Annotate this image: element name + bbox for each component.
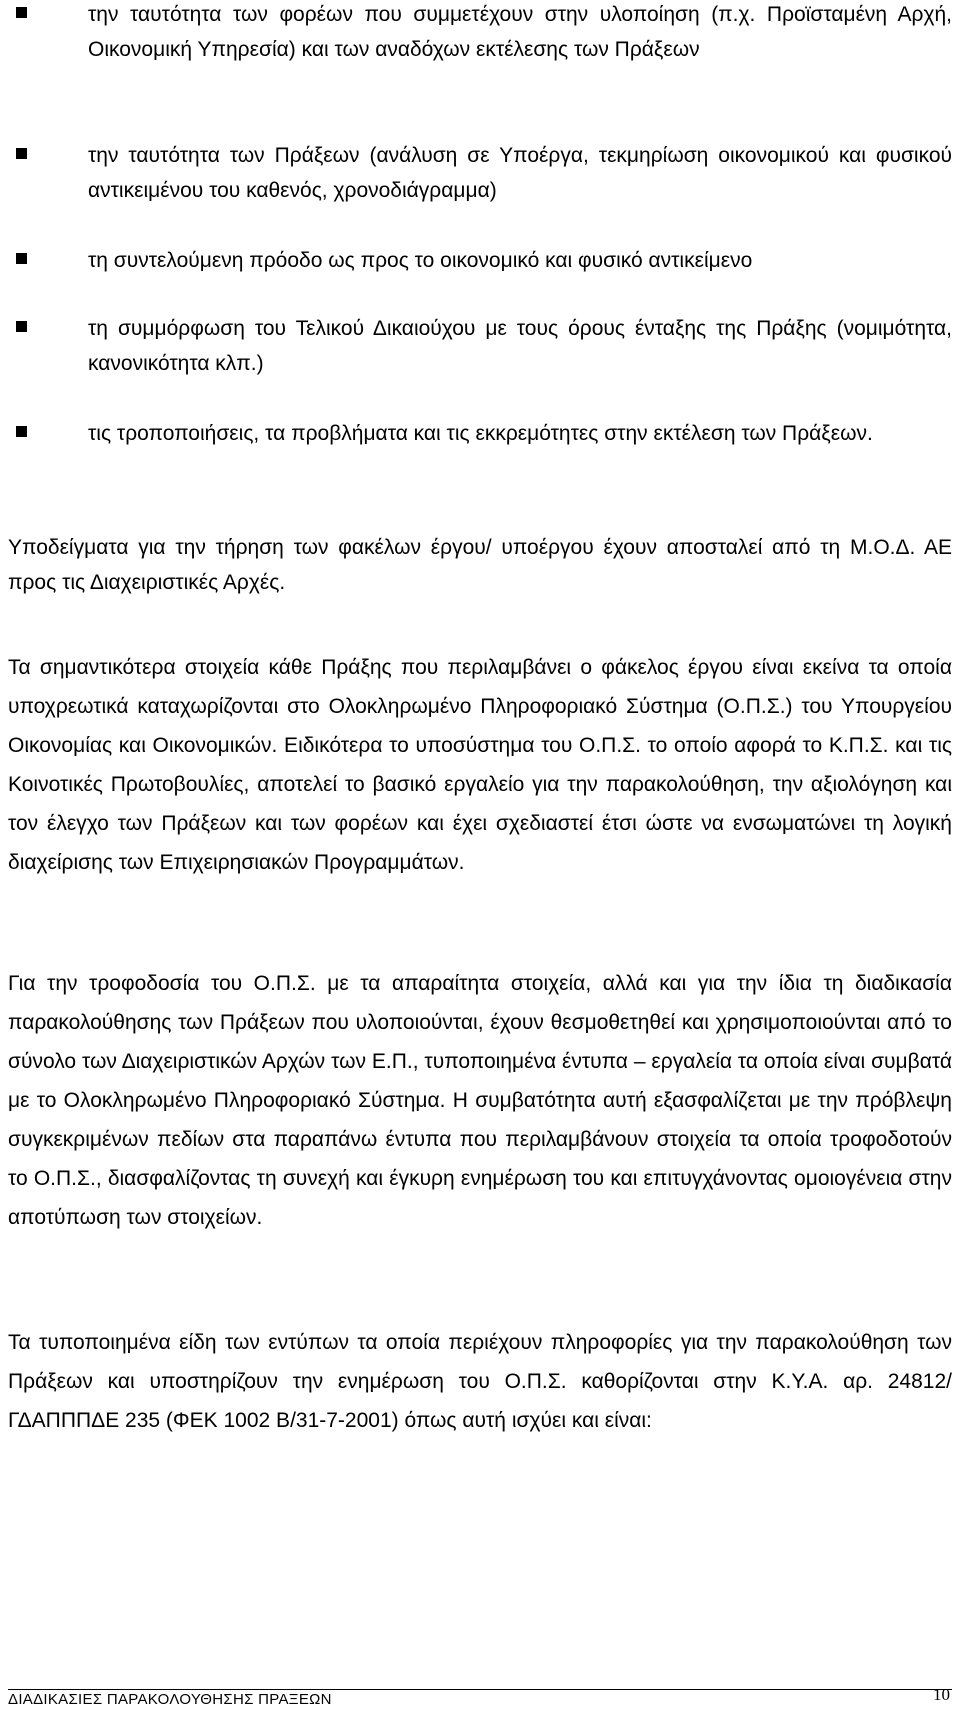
square-bullet-icon [16, 321, 27, 332]
bullet-list-item [0, 311, 960, 381]
bullet-text: τη συμμόρφωση του Τελικού Δικαιούχου με τους όρους ένταξης της Πράξης (νομιμότητα, κανονικότητα κλπ.) [88, 317, 952, 375]
bullet-text: τις τροποποιήσεις, τα προβλήματα και τις εκκρεμότητες στην εκτέλεση των Πράξεων. [88, 422, 873, 445]
bullet-list-item [0, 243, 960, 278]
bullet-list-item [0, 0, 960, 67]
paragraph: Για την τροφοδοσία του Ο.Π.Σ. με τα απαραίτητα στοιχεία, αλλά και για την ίδια τη διαδικασία παρακολούθησης των Πράξεων που υλοποιούνται, έχουν θεσμοθετηθεί και χρησιμοποιούνται από το σύνολο των Διαχειριστικών Αρχών των Ε.Π., τυποποιημένα έντυπα – εργαλεία τα οποία είναι συμβατά με το Ολοκληρωμένο Πληροφοριακό Σύστημα. Η συμβατότητα αυτή εξασφαλίζεται με την πρόβλεψη συγκεκριμένων πεδίων στα παραπάνω έντυπα που περιλαμβάνουν στοιχεία τα οποία τροφοδοτούν το Ο.Π.Σ., διασφαλίζοντας τη συνεχή και έγκυρη ενημέρωση του και επιτυγχάνοντας ομοιογένεια στην αποτύπωση των στοιχείων. [8, 972, 952, 1229]
square-bullet-icon [16, 426, 27, 437]
paragraph: Τα σημαντικότερα στοιχεία κάθε Πράξης που περιλαμβάνει ο φάκελος έργου είναι εκείνα τα οποία υποχρεωτικά καταχωρίζονται στο Ολοκληρωμένο Πληροφοριακό Σύστημα (Ο.Π.Σ.) του Υπουργείου Οικονομίας και Οικονομικών. Ειδικότερα το υποσύστημα του Ο.Π.Σ. το οποίο αφορά το Κ.Π.Σ. και τις Κοινοτικές Πρωτοβουλίες, αποτελεί το βασικό εργαλείο για την παρακολούθηση, την αξιολόγηση και τον έλεγχο των Πράξεων και των φορέων και έχει σχεδιαστεί έτσι ώστε να ενσωματώνει τη λογική διαχείρισης των Επιχειρησιακών Προγραμμάτων. [8, 656, 952, 874]
bullet-list-item [0, 416, 960, 451]
page-number: 10 [933, 1685, 950, 1704]
bullet-list-item [0, 138, 960, 208]
paragraph: Υποδείγματα για την τήρηση των φακέλων έργου/ υποέργου έχουν αποσταλεί από τη Μ.Ο.Δ. ΑΕ προς τις Διαχειριστικές Αρχές. [8, 536, 952, 594]
bullet-text: τη συντελούμενη πρόοδο ως προς το οικονομικό και φυσικό αντικείμενο [88, 249, 753, 272]
paragraph: Τα τυποποιημένα είδη των εντύπων τα οποία περιέχουν πληροφορίες για την παρακολούθηση των Πράξεων και υποστηρίζουν την ενημέρωση του Ο.Π.Σ. καθορίζονται στην Κ.Υ.Α. αρ. 24812/ΓΔΑΠΠΠΔΕ 235 (ΦΕΚ 1002 Β/31-7-2001) όπως αυτή ισχύει και είναι: [8, 1331, 952, 1432]
square-bullet-icon [16, 253, 27, 264]
square-bullet-icon [16, 148, 27, 159]
square-bullet-icon [16, 7, 27, 18]
bullet-text: την ταυτότητα των Πράξεων (ανάλυση σε Υποέργα, τεκμηρίωση οικονομικού και φυσικού αντικειμένου του καθενός, χρονοδιάγραμμα) [88, 144, 952, 202]
bullet-text: την ταυτότητα των φορέων που συμμετέχουν στην υλοποίηση (π.χ. Προϊσταμένη Αρχή, Οικονομική Υπηρεσία) και των αναδόχων εκτέλεσης των Πράξεων [88, 3, 952, 61]
footer-title: ΔΙΑΔΙΚΑΣΙΕΣ ΠΑΡΑΚΟΛΟΥΘΗΣΗΣ ΠΡΑΞΕΩΝ [8, 1691, 332, 1708]
